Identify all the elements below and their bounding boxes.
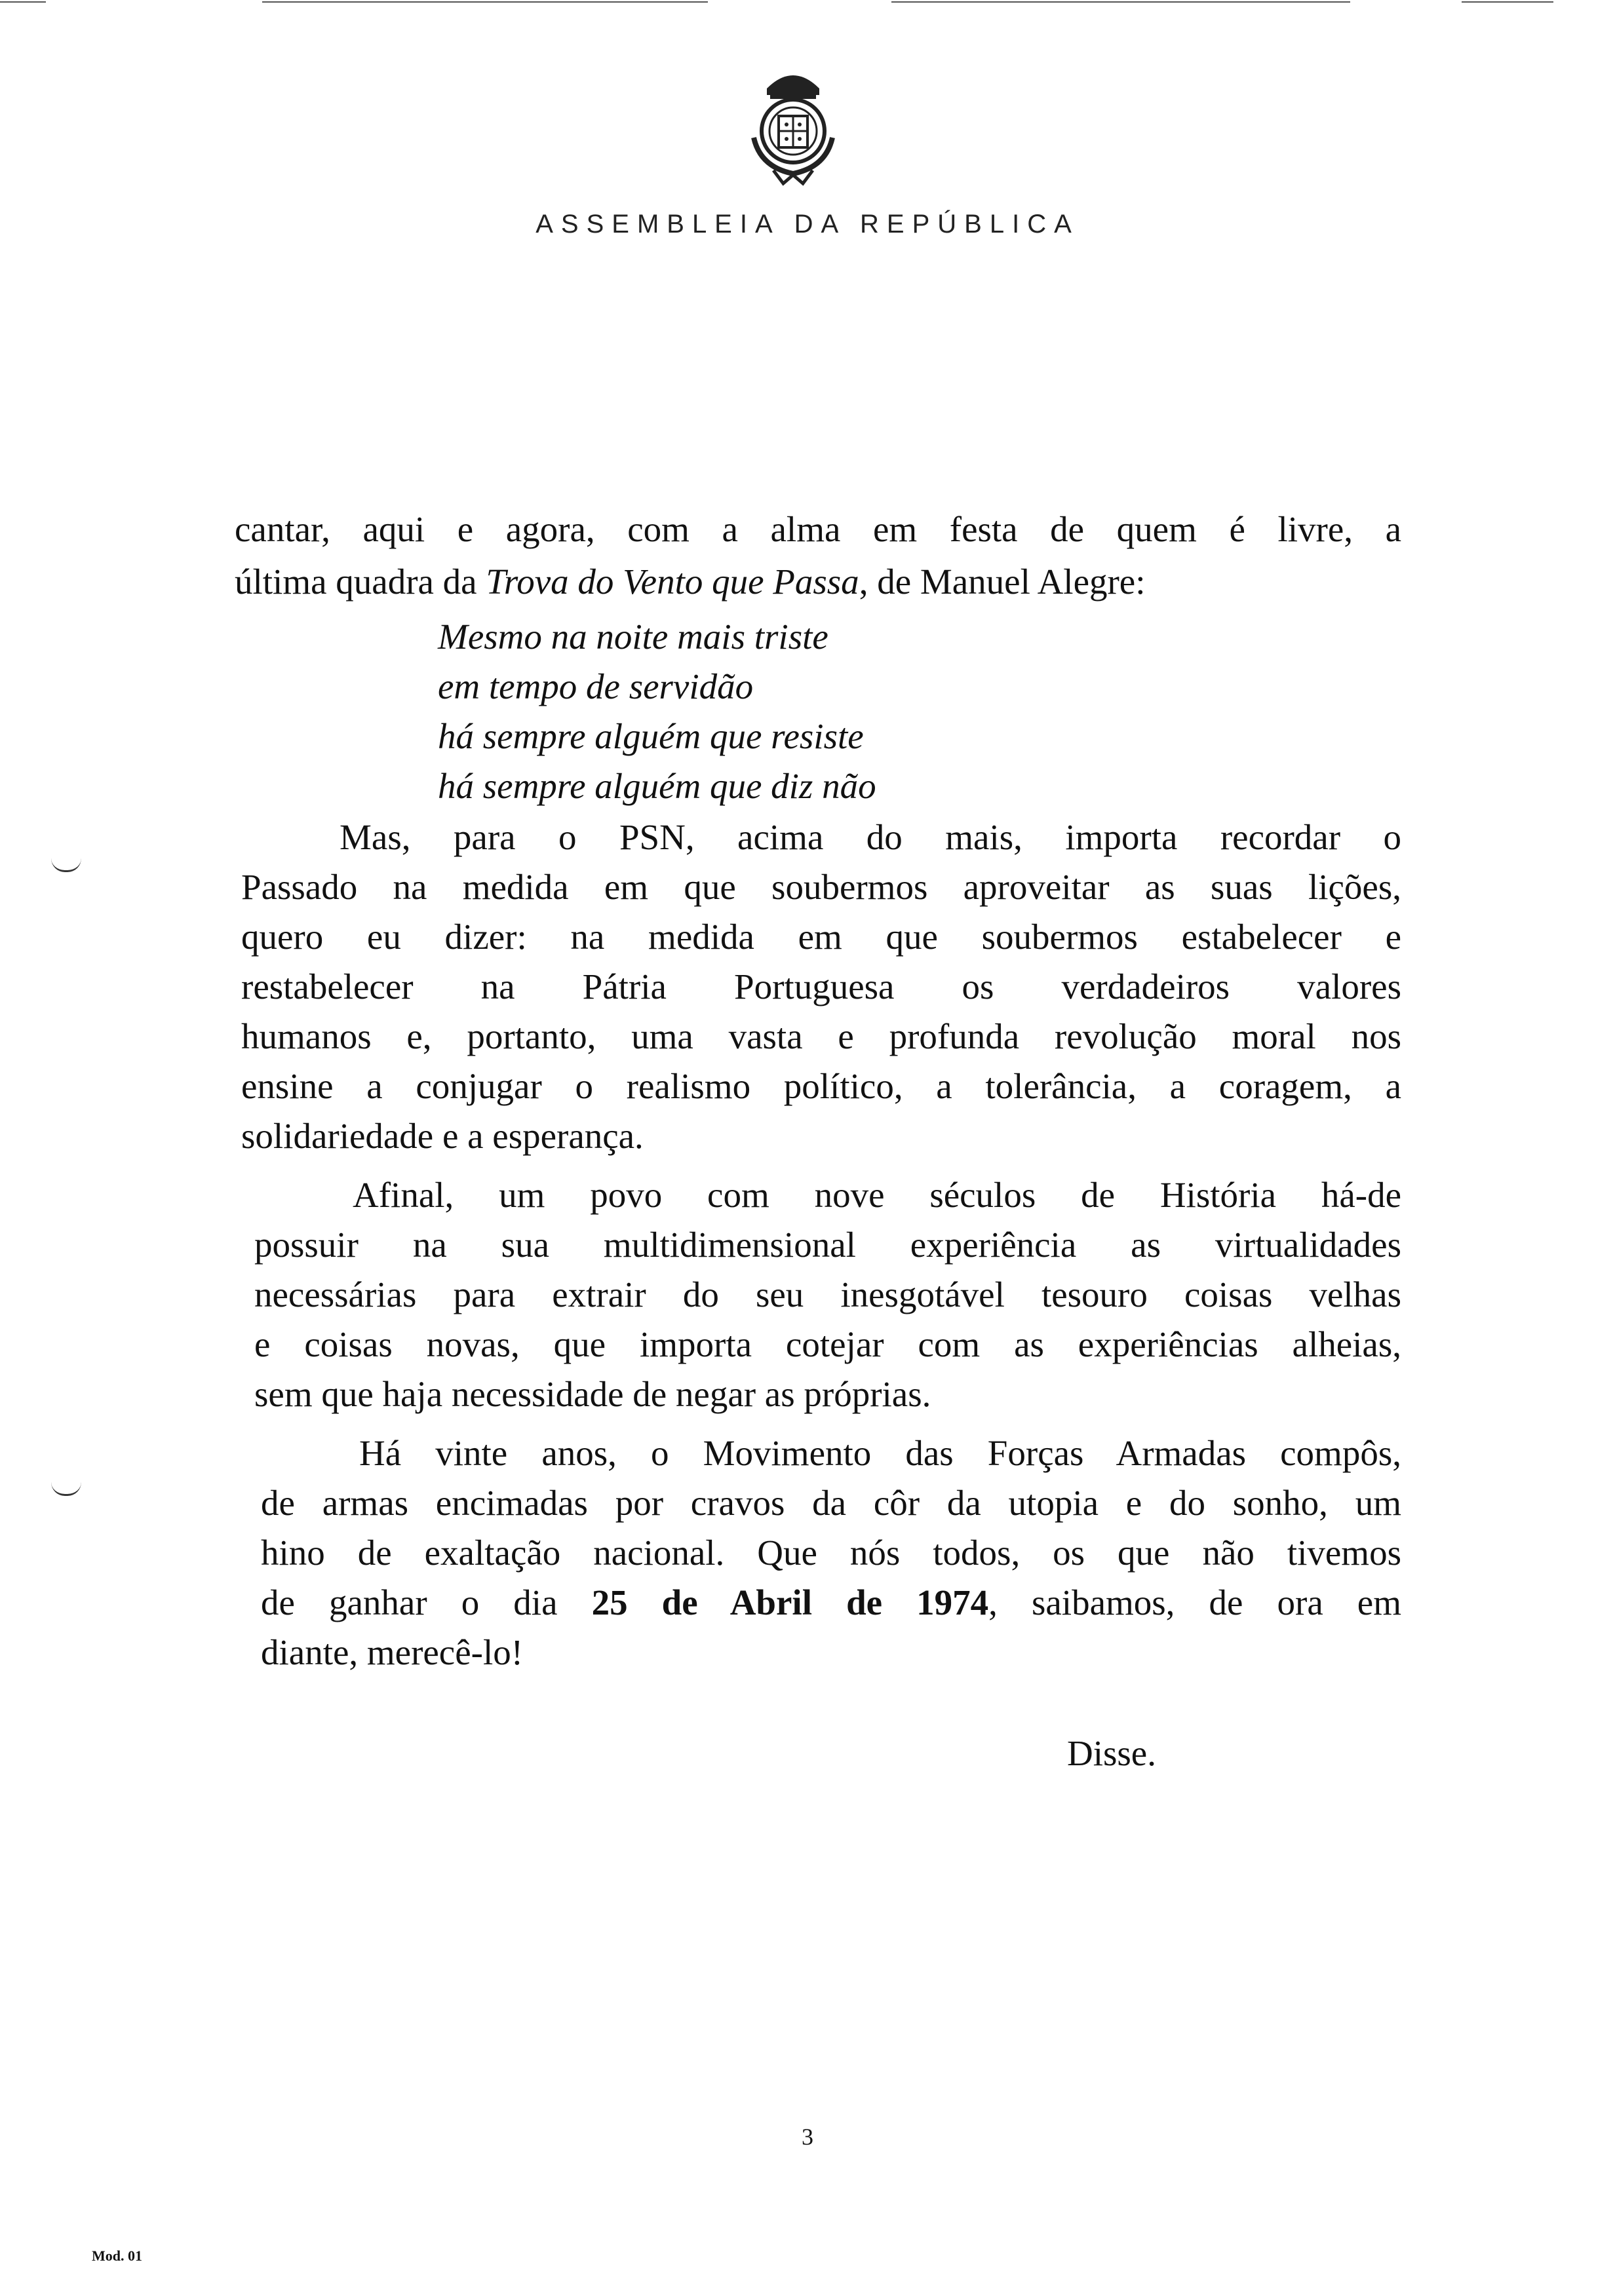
coat-of-arms-emblem — [734, 62, 852, 187]
text-line — [261, 1578, 1401, 1628]
poem-line: há sempre alguém que diz não — [438, 766, 876, 806]
scan-artifact — [0, 1, 46, 3]
text-line: hino de exaltação nacional. Que nós todos, os que não tivemos — [261, 1533, 1401, 1573]
text-line: Há vinte anos, o Movimento das Forças Armadas compôs, — [359, 1433, 1401, 1473]
text-line: e coisas novas, que importa cotejar com as experiências alheias, — [254, 1324, 1401, 1364]
text-line: cantar, aqui e agora, com a alma em festa de quem é livre, a — [235, 509, 1401, 549]
text-line: quero eu dizer: na medida em que soubermos estabelecer e — [241, 917, 1401, 957]
institution-name: ASSEMBLEIA DA REPÚBLICA — [535, 210, 1080, 239]
text-line: necessárias para extrair do seu inesgotável tesouro coisas velhas — [254, 1274, 1401, 1314]
page-number: 3 — [802, 2124, 813, 2150]
text-line: possuir na sua multidimensional experiência as virtualidades — [254, 1225, 1401, 1265]
text-line: Afinal, um povo com nove séculos de História há-de — [353, 1175, 1401, 1215]
text-line: Mas, para o PSN, acima do mais, importa recordar o — [340, 817, 1401, 857]
text-line: diante, merecê-lo! — [261, 1632, 524, 1672]
scan-artifact — [262, 1, 708, 3]
text-line: solidariedade e a esperança. — [241, 1116, 644, 1156]
text-segment: última quadra da — [235, 562, 486, 602]
scan-artifact — [891, 1, 1350, 3]
poem-line: em tempo de servidão — [438, 666, 754, 706]
text-line: restabelecer na Pátria Portuguesa os verdadeiros valores — [241, 966, 1401, 1006]
highlighted-date: 25 de Abril de 1974 — [591, 1582, 989, 1622]
margin-mark — [51, 858, 81, 872]
text-segment: , de Manuel Alegre: — [859, 562, 1146, 602]
margin-mark — [51, 1482, 81, 1496]
closing-signoff: Disse. — [1067, 1733, 1156, 1773]
poem-line: Mesmo na noite mais triste — [438, 617, 828, 657]
text-segment: de ganhar o dia — [261, 1582, 592, 1622]
text-line: sem que haja necessidade de negar as próprias. — [254, 1374, 931, 1414]
text-line: ensine a conjugar o realismo político, a tolerância, a coragem, a — [241, 1066, 1401, 1106]
form-code: Mod. 01 — [92, 2248, 142, 2264]
text-line: humanos e, portanto, uma vasta e profunda revolução moral nos — [241, 1016, 1401, 1056]
work-title: Trova do Vento que Passa — [486, 562, 859, 602]
poem-line: há sempre alguém que resiste — [438, 716, 864, 756]
text-line — [235, 557, 1146, 607]
text-line: de armas encimadas por cravos da côr da utopia e do sonho, um — [261, 1483, 1401, 1523]
text-line: Passado na medida em que soubermos aproveitar as suas lições, — [241, 867, 1401, 907]
text-segment: , saibamos, de ora em — [988, 1582, 1402, 1622]
scan-artifact — [1462, 1, 1553, 3]
